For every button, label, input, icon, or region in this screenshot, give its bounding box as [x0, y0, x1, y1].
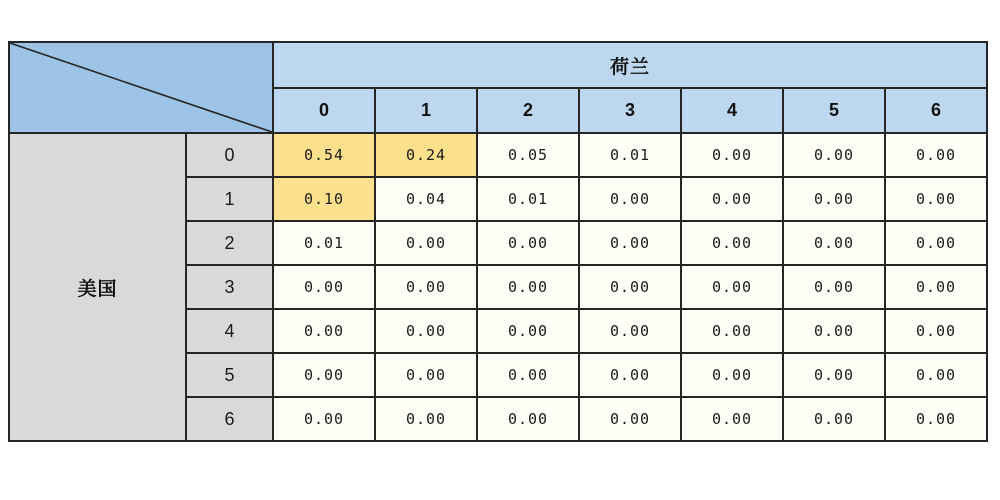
- prob-cell: 0.00: [579, 221, 681, 265]
- row-header-1: 1: [186, 177, 273, 221]
- prob-cell: 0.00: [375, 221, 477, 265]
- prob-cell: 0.01: [273, 221, 375, 265]
- prob-cell: 0.24: [375, 133, 477, 177]
- prob-cell: 0.00: [579, 177, 681, 221]
- prob-cell: 0.00: [885, 177, 987, 221]
- column-header-5: 5: [783, 88, 885, 133]
- prob-cell: 0.00: [375, 265, 477, 309]
- column-header-2: 2: [477, 88, 579, 133]
- prob-cell: 0.00: [273, 265, 375, 309]
- prob-cell: 0.00: [681, 265, 783, 309]
- prob-cell: 0.00: [477, 353, 579, 397]
- prob-cell: 0.00: [579, 265, 681, 309]
- prob-cell: 0.00: [783, 265, 885, 309]
- prob-cell: 0.10: [273, 177, 375, 221]
- column-header-4: 4: [681, 88, 783, 133]
- prob-cell: 0.00: [477, 265, 579, 309]
- prob-cell: 0.00: [783, 397, 885, 441]
- prob-cell: 0.00: [579, 397, 681, 441]
- column-header-6: 6: [885, 88, 987, 133]
- prob-cell: 0.01: [579, 133, 681, 177]
- prob-cell: 0.00: [783, 309, 885, 353]
- diagonal-line-icon: [10, 43, 272, 132]
- table-row: [9, 133, 987, 177]
- prob-cell: 0.00: [273, 309, 375, 353]
- probability-table: [8, 41, 988, 442]
- prob-cell: 0.00: [681, 133, 783, 177]
- prob-cell: 0.00: [375, 397, 477, 441]
- prob-cell: 0.00: [375, 353, 477, 397]
- prob-cell: 0.00: [885, 265, 987, 309]
- row-group-header: 美国: [9, 133, 186, 441]
- prob-cell: 0.00: [579, 353, 681, 397]
- prob-cell: 0.00: [579, 309, 681, 353]
- row-header-5: 5: [186, 353, 273, 397]
- prob-cell: 0.04: [375, 177, 477, 221]
- prob-cell: 0.00: [273, 353, 375, 397]
- corner-diagonal-cell: [9, 42, 273, 133]
- prob-cell: 0.00: [477, 397, 579, 441]
- prob-cell: 0.00: [885, 353, 987, 397]
- column-header-1: 1: [375, 88, 477, 133]
- prob-cell: 0.00: [783, 177, 885, 221]
- prob-cell: 0.00: [681, 177, 783, 221]
- column-header-3: 3: [579, 88, 681, 133]
- prob-cell: 0.00: [885, 221, 987, 265]
- prob-cell: 0.00: [681, 397, 783, 441]
- row-header-3: 3: [186, 265, 273, 309]
- column-header-0: 0: [273, 88, 375, 133]
- prob-cell: 0.00: [885, 133, 987, 177]
- prob-cell: 0.00: [681, 309, 783, 353]
- row-header-4: 4: [186, 309, 273, 353]
- prob-cell: 0.00: [681, 221, 783, 265]
- prob-cell: 0.00: [477, 309, 579, 353]
- row-header-2: 2: [186, 221, 273, 265]
- row-header-6: 6: [186, 397, 273, 441]
- prob-cell: 0.00: [273, 397, 375, 441]
- prob-cell: 0.00: [375, 309, 477, 353]
- prob-cell: 0.00: [783, 353, 885, 397]
- prob-cell: 0.00: [477, 221, 579, 265]
- column-group-header: 荷兰: [273, 42, 987, 88]
- prob-cell: 0.00: [885, 309, 987, 353]
- prob-cell: 0.05: [477, 133, 579, 177]
- prob-cell: 0.00: [681, 353, 783, 397]
- prob-cell: 0.00: [783, 133, 885, 177]
- row-header-0: 0: [186, 133, 273, 177]
- prob-cell: 0.01: [477, 177, 579, 221]
- prob-cell: 0.54: [273, 133, 375, 177]
- prob-cell: 0.00: [783, 221, 885, 265]
- prob-cell: 0.00: [885, 397, 987, 441]
